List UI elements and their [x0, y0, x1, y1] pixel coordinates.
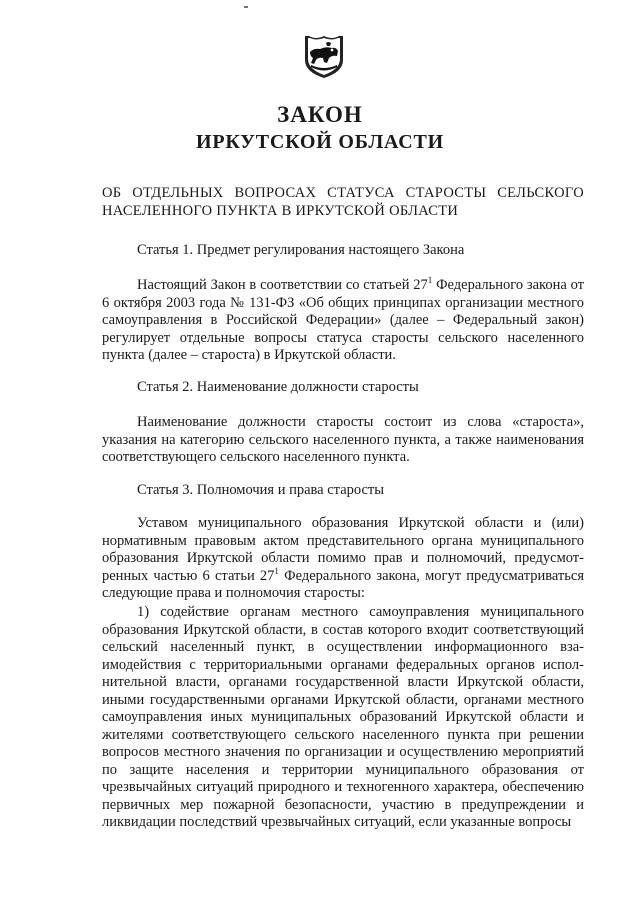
- article-3-superscript: 1: [274, 565, 279, 576]
- region-title: ИРКУТСКОЙ ОБЛАСТИ: [195, 131, 445, 153]
- article-3-heading: Статья 3. Полномочия и права старосты: [137, 482, 385, 498]
- article-1-heading: Статья 1. Предмет регулирования настоящего Закона: [137, 242, 465, 258]
- law-subject: [102, 184, 584, 220]
- article-2-heading: Статья 2. Наименование должности старосты: [137, 379, 419, 395]
- law-title: ЗАКОН: [277, 102, 363, 127]
- scan-speck: [244, 6, 248, 8]
- law-subject-line-1: ОБ ОТДЕЛЬНЫХ ВОПРОСАХ СТАТУСА СТАРОСТЫ СЕЛЬСКОГО: [102, 185, 584, 201]
- article-1-text-part-1: Настоящий Закон в соответствии со статьей 27: [137, 277, 428, 293]
- article-2-paragraph: Наименование должности старосты состоит из слова «староста», указания на категорию сельского населенного пункта, а также наименования соответствующего сельского населенного пункта.: [102, 414, 584, 465]
- article-3-text-part-2: Федерального закона, могут предусматриваться следующие права и полномочия старосты:: [102, 567, 584, 601]
- article-3-item-1: 1) содействие органам местного самоуправления муниципального образования Иркутской области, в состав которого входит соответствующий сельский населенный пункт, в осуществлении информационного взаимодействия с территориальными органами федеральных органов исполнительной власти, органами государственной власти Иркутской области, иными государственными органами Иркутской области, органами местного самоуправления иных муниципальных образований Иркутской области и жителями соответствующего сельского населенного пункта при решении вопросов местного значения по организации и осуществлению мероприятий по защите населения и территории муниципального образования от чрезвычайных ситуаций природного и техногенного характера, обеспечению первичных мер пожарной безопасности, участию в предупреждении и ликвидации последствий чрезвычайных ситуаций, если указанные вопросы: [102, 604, 584, 830]
- law-subject-line-2: НАСЕЛЕННОГО ПУНКТА В ИРКУТСКОЙ ОБЛАСТИ: [102, 203, 459, 219]
- article-3-text-part-1: Уставом муниципального образования Иркутской области и (или) нормативным правовым актом представительного органа муниципального образования Иркутской области помимо прав и полномочий, предусмотренных частью 6 статьи 27: [102, 515, 584, 584]
- coat-of-arms-emblem: [302, 34, 346, 80]
- article-3-paragraph-1: [102, 515, 584, 603]
- article-1-paragraph: [102, 277, 584, 365]
- article-1-text-part-2: Федерального закона от 6 октября 2003 года № 131-ФЗ «Об общих принципах организации местного самоуправления в Российской Федерации» (далее – Федеральный закон) регулирует отдельные вопросы статуса старосты сельского населенного пункта (далее – староста) в Иркутской области.: [102, 277, 585, 363]
- article-1-superscript: 1: [427, 275, 433, 286]
